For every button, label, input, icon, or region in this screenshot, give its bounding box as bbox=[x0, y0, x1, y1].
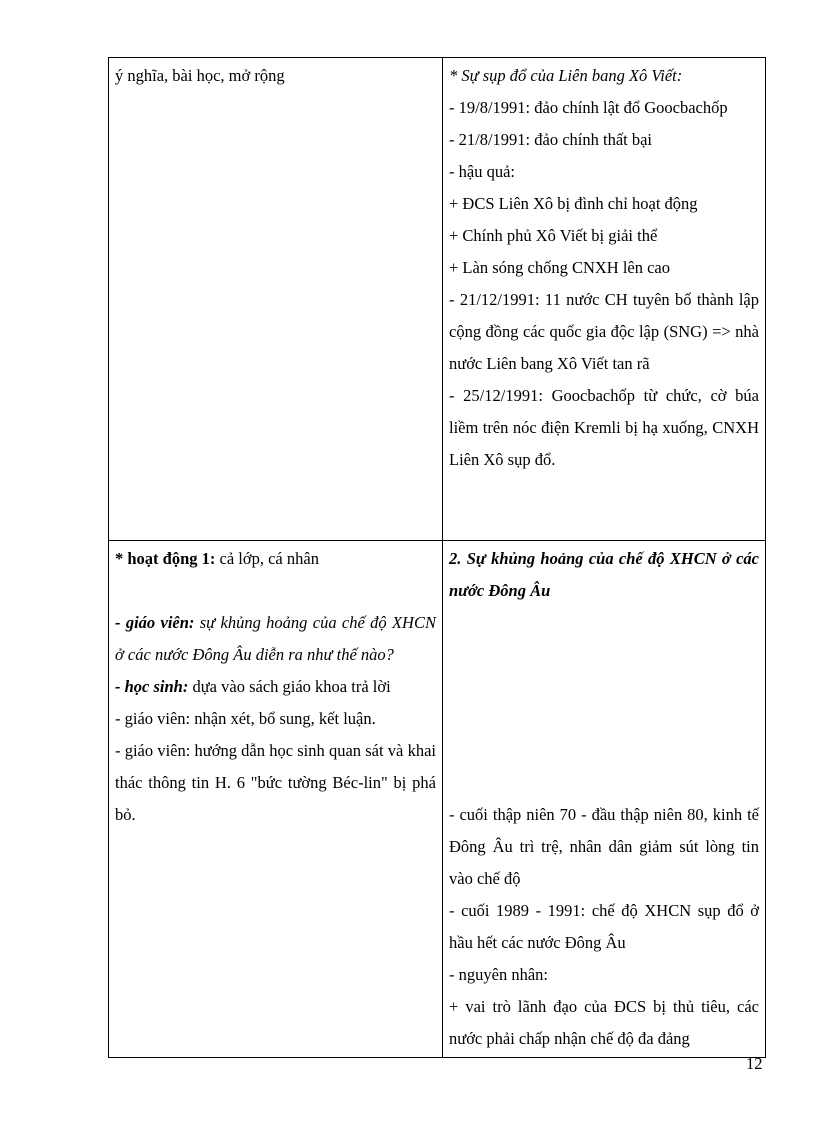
list-item: - giáo viên: hướng dẫn học sinh quan sát và khai thác thông tin H. 6 "bức tường Béc-lin" bị phá bỏ. bbox=[115, 741, 436, 824]
teacher-label: - giáo viên: bbox=[115, 613, 195, 632]
activity-line bbox=[115, 543, 436, 575]
activity-label: * hoạt động 1: bbox=[115, 549, 216, 568]
list-item: - 21/12/1991: 11 nước CH tuyên bố thành lập cộng đồng các quốc gia độc lập (SNG) => nhà nước Liên bang Xô Viết tan rã bbox=[449, 290, 759, 373]
page-number: 12 bbox=[746, 1054, 763, 1073]
student-text: dựa vào sách giáo khoa trả lời bbox=[188, 677, 391, 696]
list-item: - cuối 1989 - 1991: chế độ XHCN sụp đổ ở hầu hết các nước Đông Âu bbox=[449, 901, 759, 952]
list-item: + ĐCS Liên Xô bị đình chỉ hoạt động bbox=[449, 194, 698, 213]
list-item: - 19/8/1991: đảo chính lật đổ Goocbachốp bbox=[449, 98, 728, 117]
content-table bbox=[108, 57, 766, 1058]
activity-text: cả lớp, cá nhân bbox=[215, 549, 319, 568]
section-heading: 2. Sự khủng hoảng của chế độ XHCN ở các nước Đông Âu bbox=[449, 549, 759, 600]
table-row bbox=[109, 541, 766, 1058]
list-item: - 25/12/1991: Goocbachốp từ chức, cờ búa liềm trên nóc điện Kremli bị hạ xuống, CNXH Liên Xô sụp đổ. bbox=[449, 386, 759, 469]
list-item: - nguyên nhân: bbox=[449, 965, 548, 984]
blank-area bbox=[449, 607, 759, 799]
student-label: - học sinh: bbox=[115, 677, 189, 696]
question-text: sự khủng hoảng của chế độ XHCN ở các nước Đông Âu diễn ra như thế nào? bbox=[115, 613, 436, 664]
section-heading: * Sự sụp đổ của Liên bang Xô Viết: bbox=[449, 66, 683, 85]
left-cell bbox=[109, 58, 443, 541]
cell-text: ý nghĩa, bài học, mở rộng bbox=[115, 66, 285, 85]
list-item: + vai trò lãnh đạo của ĐCS bị thủ tiêu, các nước phải chấp nhận chế độ đa đảng bbox=[449, 997, 759, 1048]
list-item: - giáo viên: nhận xét, bổ sung, kết luận. bbox=[115, 709, 376, 728]
list-item: + Làn sóng chống CNXH lên cao bbox=[449, 258, 671, 277]
table-row bbox=[109, 58, 766, 541]
list-item: - 21/8/1991: đảo chính thất bại bbox=[449, 130, 653, 149]
student-answer bbox=[115, 671, 436, 703]
teacher-question bbox=[115, 607, 436, 671]
list-item: - hậu quả: bbox=[449, 162, 515, 181]
blank-line bbox=[115, 575, 436, 607]
list-item: + Chính phủ Xô Viết bị giải thể bbox=[449, 226, 658, 245]
left-cell bbox=[109, 541, 443, 1058]
right-cell bbox=[443, 541, 766, 1058]
list-item: - cuối thập niên 70 - đầu thập niên 80, kinh tế Đông Âu trì trệ, nhân dân giảm sút lòng tin vào chế độ bbox=[449, 805, 759, 888]
right-cell bbox=[443, 58, 766, 541]
